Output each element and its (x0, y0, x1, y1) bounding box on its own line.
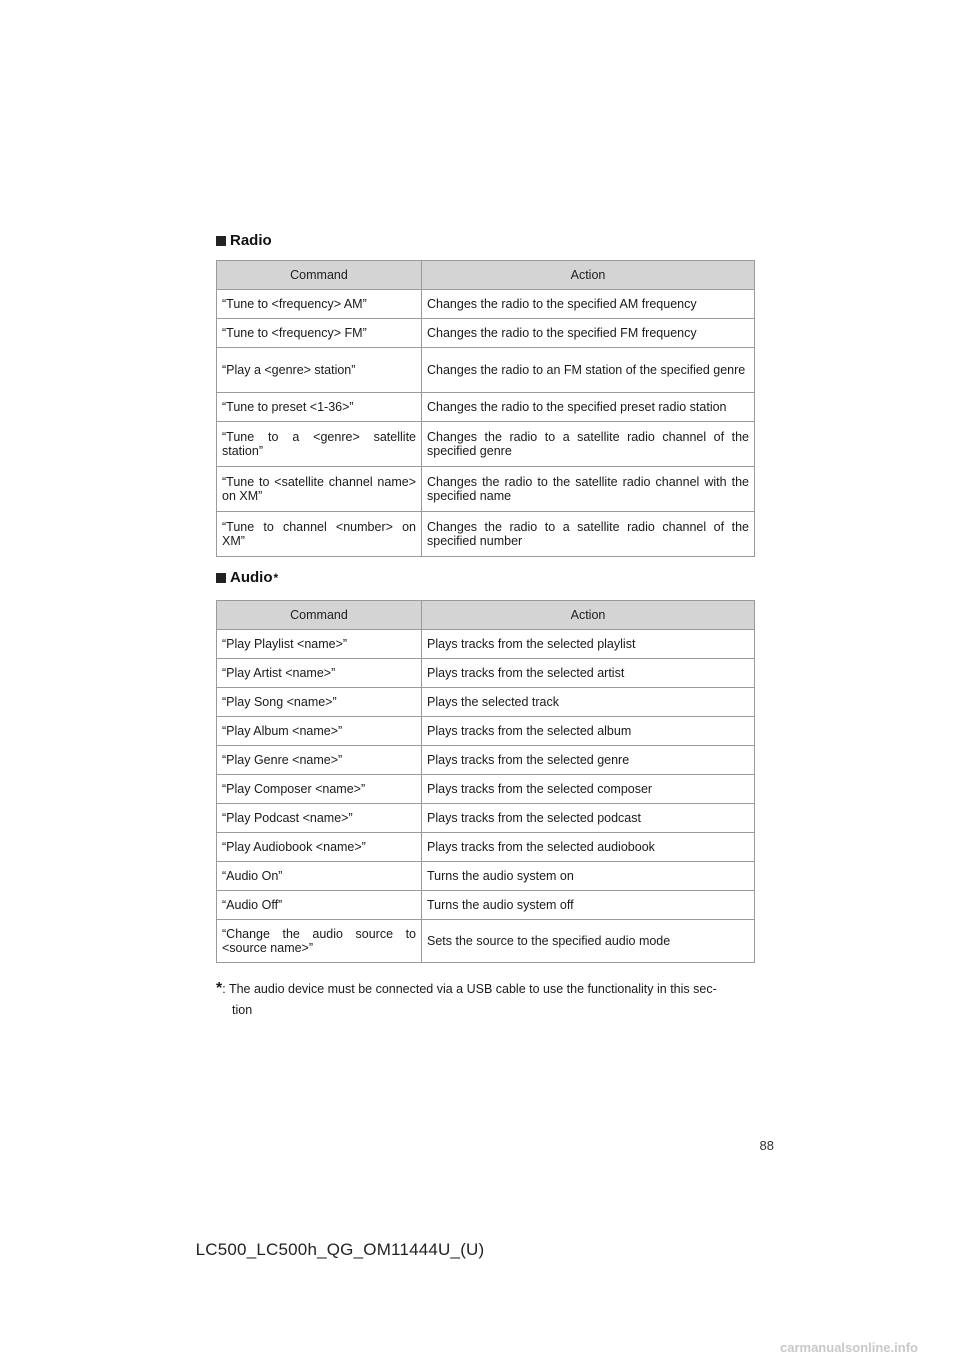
table-row (217, 688, 755, 717)
table-row (217, 891, 755, 920)
square-bullet-icon (216, 236, 226, 246)
action-cell: Turns the audio system on (422, 862, 755, 891)
table-header-row (217, 261, 755, 290)
table-row (217, 422, 755, 467)
table-row (217, 833, 755, 862)
action-cell: Plays tracks from the selected composer (422, 775, 755, 804)
command-cell: “Play Song <name>” (217, 688, 422, 717)
watermark: carmanualsonline.info (780, 1340, 918, 1355)
footnote (216, 978, 756, 1021)
action-column-header: Action (422, 261, 755, 290)
table-row (217, 512, 755, 557)
action-cell: Plays tracks from the selected artist (422, 659, 755, 688)
command-cell: “Play Podcast <name>” (217, 804, 422, 833)
table-header-row (217, 601, 755, 630)
command-cell: “Play Artist <name>” (217, 659, 422, 688)
action-cell: Plays the selected track (422, 688, 755, 717)
radio-command-table (216, 260, 755, 557)
action-cell: Changes the radio to an FM station of the specified genre (422, 348, 755, 393)
action-cell: Plays tracks from the selected audiobook (422, 833, 755, 862)
square-bullet-icon (216, 573, 226, 583)
audio-heading (216, 569, 278, 586)
action-cell: Plays tracks from the selected album (422, 717, 755, 746)
command-cell: “Play Composer <name>” (217, 775, 422, 804)
table-row (217, 348, 755, 393)
action-cell: Changes the radio to the satellite radio channel with the specified name (422, 467, 755, 512)
command-cell: “Play Playlist <name>” (217, 630, 422, 659)
table-row (217, 804, 755, 833)
table-row (217, 290, 755, 319)
table-row (217, 746, 755, 775)
action-cell: Plays tracks from the selected playlist (422, 630, 755, 659)
table-row (217, 920, 755, 963)
command-cell: “Play Album <name>” (217, 717, 422, 746)
table-row (217, 467, 755, 512)
action-cell: Changes the radio to a satellite radio channel of the specified genre (422, 422, 755, 467)
action-cell: Plays tracks from the selected genre (422, 746, 755, 775)
command-column-header: Command (217, 261, 422, 290)
action-cell: Changes the radio to the specified preset radio station (422, 393, 755, 422)
footnote-mark: * (216, 980, 223, 997)
table-row (217, 862, 755, 891)
table-row (217, 717, 755, 746)
action-column-header: Action (422, 601, 755, 630)
action-cell: Changes the radio to the specified AM frequency (422, 290, 755, 319)
command-cell: “Audio On” (217, 862, 422, 891)
action-cell: Changes the radio to a satellite radio channel of the specified number (422, 512, 755, 557)
command-cell: “Tune to channel <number> on XM” (217, 512, 422, 557)
radio-heading-text: Radio (230, 232, 272, 249)
table-row (217, 630, 755, 659)
table-row (217, 775, 755, 804)
action-cell: Turns the audio system off (422, 891, 755, 920)
audio-command-table (216, 600, 755, 963)
command-cell: “Tune to <frequency> AM” (217, 290, 422, 319)
footnote-marker: * (273, 570, 279, 585)
command-cell: “Audio Off” (217, 891, 422, 920)
command-column-header: Command (217, 601, 422, 630)
action-cell: Changes the radio to the specified FM frequency (422, 319, 755, 348)
command-cell: “Play Genre <name>” (217, 746, 422, 775)
command-cell: “Play Audiobook <name>” (217, 833, 422, 862)
command-cell: “Play a <genre> station” (217, 348, 422, 393)
command-cell: “Change the audio source to <source name>” (217, 920, 422, 963)
table-row (217, 319, 755, 348)
document-code: LC500_LC500h_QG_OM11444U_(U) (195, 1240, 485, 1259)
table-row (217, 659, 755, 688)
footnote-text-continued: tion (232, 1003, 253, 1017)
command-cell: “Tune to preset <1-36>” (217, 393, 422, 422)
command-cell: “Tune to <frequency> FM” (217, 319, 422, 348)
action-cell: Sets the source to the specified audio mode (422, 920, 755, 963)
audio-heading-text: Audio (230, 569, 273, 586)
radio-heading (216, 232, 272, 249)
command-cell: “Tune to <satellite channel name> on XM” (217, 467, 422, 512)
action-cell: Plays tracks from the selected podcast (422, 804, 755, 833)
page-number: 88 (759, 1138, 774, 1153)
footnote-text: : The audio device must be connected via a USB cable to use the functionality in this sec- (222, 982, 717, 996)
command-cell: “Tune to a <genre> satellite station” (217, 422, 422, 467)
table-row (217, 393, 755, 422)
